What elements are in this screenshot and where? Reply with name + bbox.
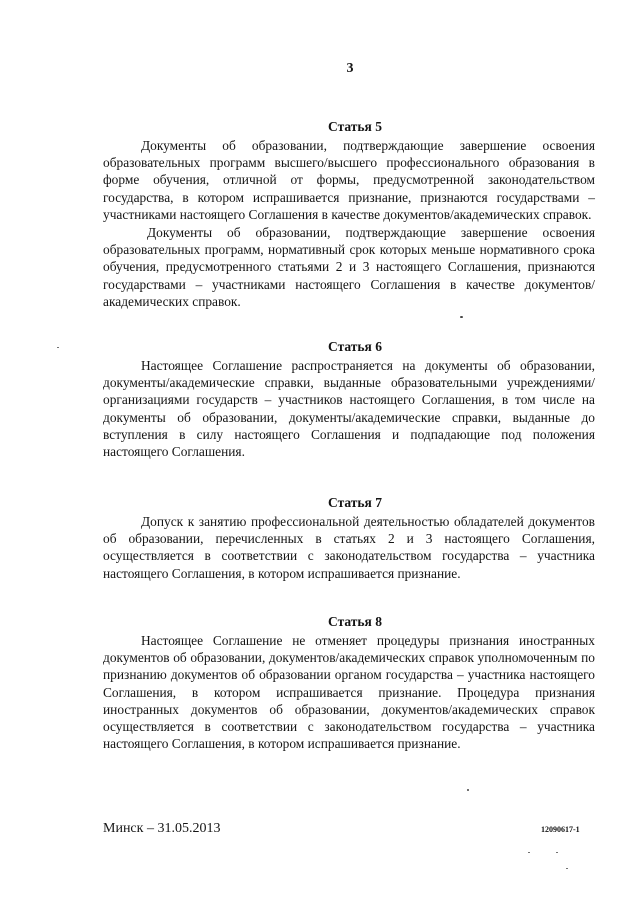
- article-7: [103, 493, 595, 582]
- scan-speck: [460, 316, 463, 318]
- scan-speck: [566, 868, 568, 869]
- page-number: 3: [346, 61, 354, 76]
- article-5: [103, 117, 595, 310]
- article-heading: Статья 6: [328, 339, 382, 354]
- scan-speck: [556, 852, 558, 853]
- article-heading: Статья 8: [328, 614, 382, 629]
- article-paragraph: Настоящее Соглашение распространяется на документы об образовании, документы/академические справки, выданные образовательными учреждениями/организациями государств – участников настоящего Соглашения, в том числе на документы об образовании, документы/академические справки, выданные до вступления в силу настоящего Соглашения и подпадающие под положения настоящего Соглашения.: [103, 358, 595, 460]
- article-heading: Статья 5: [328, 119, 382, 134]
- article-6: [103, 337, 595, 460]
- scan-speck: [528, 852, 530, 853]
- article-paragraph: Допуск к занятию профессиональной деятельностью обладателей документов об образовании, перечисленных в статьях 2 и 3 настоящего Соглашения, осуществляется в соответствии с законодательством государства – участника настоящего Соглашения, в котором испрашивается признание.: [103, 514, 595, 581]
- article-paragraph: Документы об образовании, подтверждающие завершение освоения образовательных программ высшего/высшего профессионального образования в форме обучения, отличной от формы, предусмотренной законодательством государства, в котором испрашивается признание, признаются государствами – участниками настоящего Соглашения в качестве документов/академических справок.: [103, 138, 595, 222]
- scan-speck: [467, 789, 469, 791]
- article-8: [103, 612, 595, 752]
- article-paragraph: Документы об образовании, подтверждающие завершение освоения образовательных программ, нормативный срок которых меньше нормативного срока обучения, предусмотренного статьями 2 и 3 настоящего Соглашения, признаются государствами – участниками настоящего Соглашения в качестве документов/академических справок.: [103, 225, 595, 309]
- footer-doc-code: 12090617-1: [541, 825, 580, 834]
- footer-place-date: Минск – 31.05.2013: [103, 821, 221, 836]
- scan-speck: [57, 347, 59, 348]
- article-paragraph: Настоящее Соглашение не отменяет процедуры признания иностранных документов об образовании, документов/академических справок уполномоченным по признанию документов об образовании органом государства – участника настоящего Соглашения, в котором испрашивается признание. Процедура признания иностранных документов об образовании, документов/академических справок осуществляется в соответствии с законодательством государства – участника настоящего Соглашения, в котором испрашивается признание.: [103, 633, 595, 752]
- article-heading: Статья 7: [328, 495, 382, 510]
